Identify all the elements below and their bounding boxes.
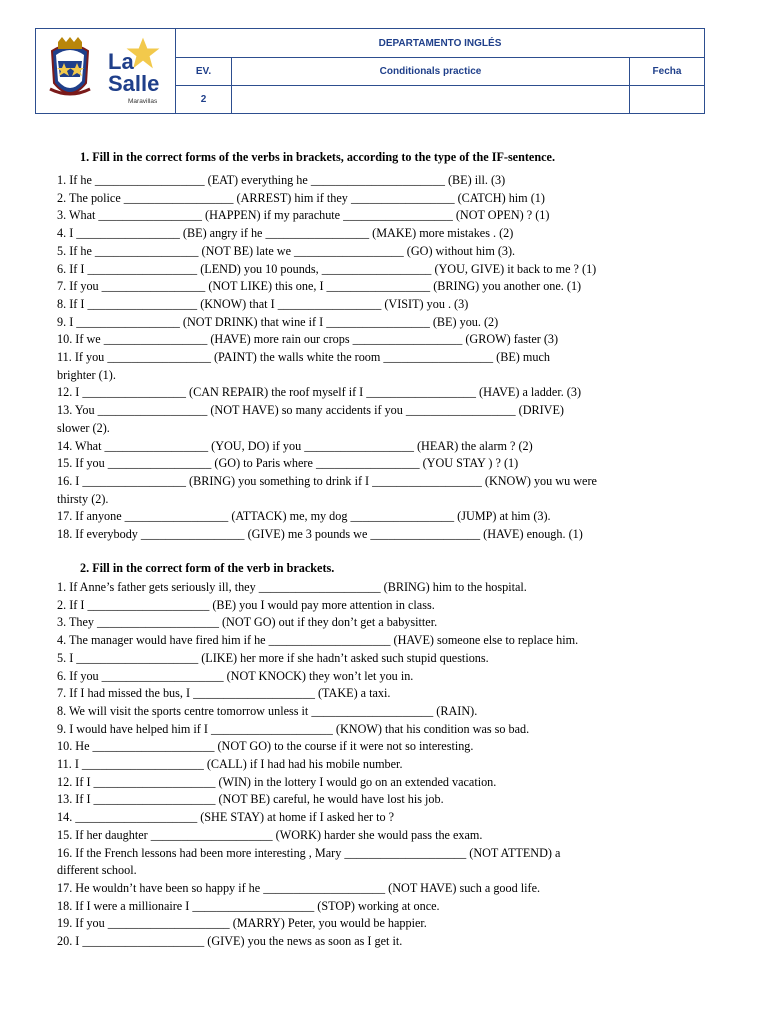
section-1-exercise-list (57, 172, 707, 544)
exercise-line: 6. If I __________________ (LEND) you 10 pounds, __________________ (YOU, GIVE) it back to me ? (1) (57, 261, 597, 276)
exercise-line: 13. If I ____________________ (NOT BE) careful, he would have lost his job. (57, 792, 444, 807)
exercise-line: 4. I _________________ (BE) angry if he _________________ (MAKE) more mistakes . (2) (57, 226, 514, 241)
exercise-line: 19. If you ____________________ (MARRY) Peter, you would be happier. (57, 916, 427, 931)
section-2-exercise-list (57, 579, 707, 951)
department-title: DEPARTAMENTO INGLÉS (378, 37, 502, 49)
exercise-line: 16. If the French lessons had been more interesting , Mary ____________________ (NOT ATTEND) a (57, 845, 561, 860)
exercise-line: brighter (1). (57, 367, 116, 382)
exercise-line: 12. If I ____________________ (WIN) in the lottery I would go on an extended vacation. (57, 774, 497, 789)
exercise-line: 14. What _________________ (YOU, DO) if you __________________ (HEAR) the alarm ? (2) (57, 438, 533, 453)
exercise-line: 16. I _________________ (BRING) you something to drink if I __________________ (KNOW) you wu were (57, 473, 597, 488)
exercise-line: 10. If we _________________ (HAVE) more rain our crops __________________ (GROW) faster (3) (57, 332, 559, 347)
worksheet-title: Conditionals practice (379, 66, 482, 77)
exercise-line: 12. I _________________ (CAN REPAIR) the roof myself if I __________________ (HAVE) a ladder. (3) (57, 385, 582, 400)
header-table (35, 28, 705, 114)
exercise-line: thirsty (2). (57, 491, 109, 506)
logo-word-salle: Salle (108, 71, 160, 96)
exercise-line: 9. I _________________ (NOT DRINK) that wine if I _________________ (BE) you. (2) (57, 314, 499, 329)
exercise-line: 11. I ____________________ (CALL) if I had had his mobile number. (57, 757, 403, 772)
exercise-line: 13. You __________________ (NOT HAVE) so many accidents if you __________________ (DRIVE) (57, 403, 564, 418)
exercise-line: 14. ____________________ (SHE STAY) at home if I asked her to ? (57, 810, 395, 825)
exercise-line: 3. They ____________________ (NOT GO) out if they don’t get a babysitter. (57, 615, 438, 630)
ev-label: EV. (195, 66, 212, 77)
exercise-line: 2. If I ____________________ (BE) you I would pay more attention in class. (57, 597, 435, 612)
exercise-line: 20. I ____________________ (GIVE) you the news as soon as I get it. (57, 934, 403, 949)
date-label: Fecha (652, 66, 682, 77)
exercise-line: 5. I ____________________ (LIKE) her more if she hadn’t asked such stupid questions. (57, 650, 489, 665)
date-value-cell[interactable] (630, 86, 704, 113)
exercise-line: 6. If you ____________________ (NOT KNOCK) they won’t let you in. (57, 668, 414, 683)
school-logo (46, 37, 171, 107)
section-2-heading: 2. Fill in the correct form of the verb in brackets. (80, 561, 335, 575)
exercise-line: 3. What _________________ (HAPPEN) if my parachute __________________ (NOT OPEN) ? (1) (57, 208, 550, 223)
exercise-line: 4. The manager would have fired him if he ____________________ (HAVE) someone else to replace him. (57, 633, 579, 648)
exercise-line: 10. He ____________________ (NOT GO) to the course if it were not so interesting. (57, 739, 474, 754)
ev-value: 2 (200, 94, 207, 105)
exercise-line: 1. If Anne’s father gets seriously ill, they ____________________ (BRING) him to the hospital. (57, 580, 527, 594)
exercise-line: 9. I would have helped him if I ____________________ (KNOW) that his condition was so bad. (57, 721, 530, 736)
exercise-line: 1. If he __________________ (EAT) everything he ______________________ (BE) ill. (3) (57, 173, 506, 187)
exercise-line: 15. If you _________________ (GO) to Paris where _________________ (YOU STAY ) ? (1) (57, 456, 519, 471)
exercise-line: 7. If you _________________ (NOT LIKE) this one, I _________________ (BRING) you another one. (1) (57, 279, 582, 294)
exercise-line: slower (2). (57, 420, 110, 435)
logo-word-la: La (108, 49, 134, 74)
exercise-line: 18. If I were a millionaire I ____________________ (STOP) working at once. (57, 898, 440, 913)
exercise-line: 11. If you _________________ (PAINT) the walls white the room __________________ (BE) much (57, 350, 550, 365)
exercise-line: 8. We will visit the sports centre tomorrow unless it ____________________ (RAIN). (57, 703, 478, 718)
exercise-line: 17. He wouldn’t have been so happy if he ____________________ (NOT HAVE) such a good life. (57, 880, 541, 895)
exercise-line: 7. If I had missed the bus, I ____________________ (TAKE) a taxi. (57, 686, 391, 701)
exercise-line: 17. If anyone _________________ (ATTACK) me, my dog _________________ (JUMP) at him (3). (57, 509, 551, 524)
exercise-line: 5. If he _________________ (NOT BE) late we __________________ (GO) without him (3). (57, 243, 516, 258)
exercise-line: 18. If everybody _________________ (GIVE) me 3 pounds we __________________ (HAVE) enough. (1) (57, 527, 583, 542)
logo-subtitle: Maravillas (128, 98, 158, 105)
exercise-line: different school. (57, 863, 137, 878)
exercise-line: 15. If her daughter ____________________ (WORK) harder she would pass the exam. (57, 827, 483, 842)
exercise-line: 8. If I __________________ (KNOW) that I _________________ (VISIT) you . (3) (57, 296, 469, 311)
exercise-line: 2. The police __________________ (ARREST) him if they _________________ (CATCH) him (1) (57, 190, 545, 205)
title-empty-cell (232, 86, 629, 113)
section-1-heading: 1. Fill in the correct forms of the verbs in brackets, according to the type of the IF-sentence. (80, 150, 555, 164)
